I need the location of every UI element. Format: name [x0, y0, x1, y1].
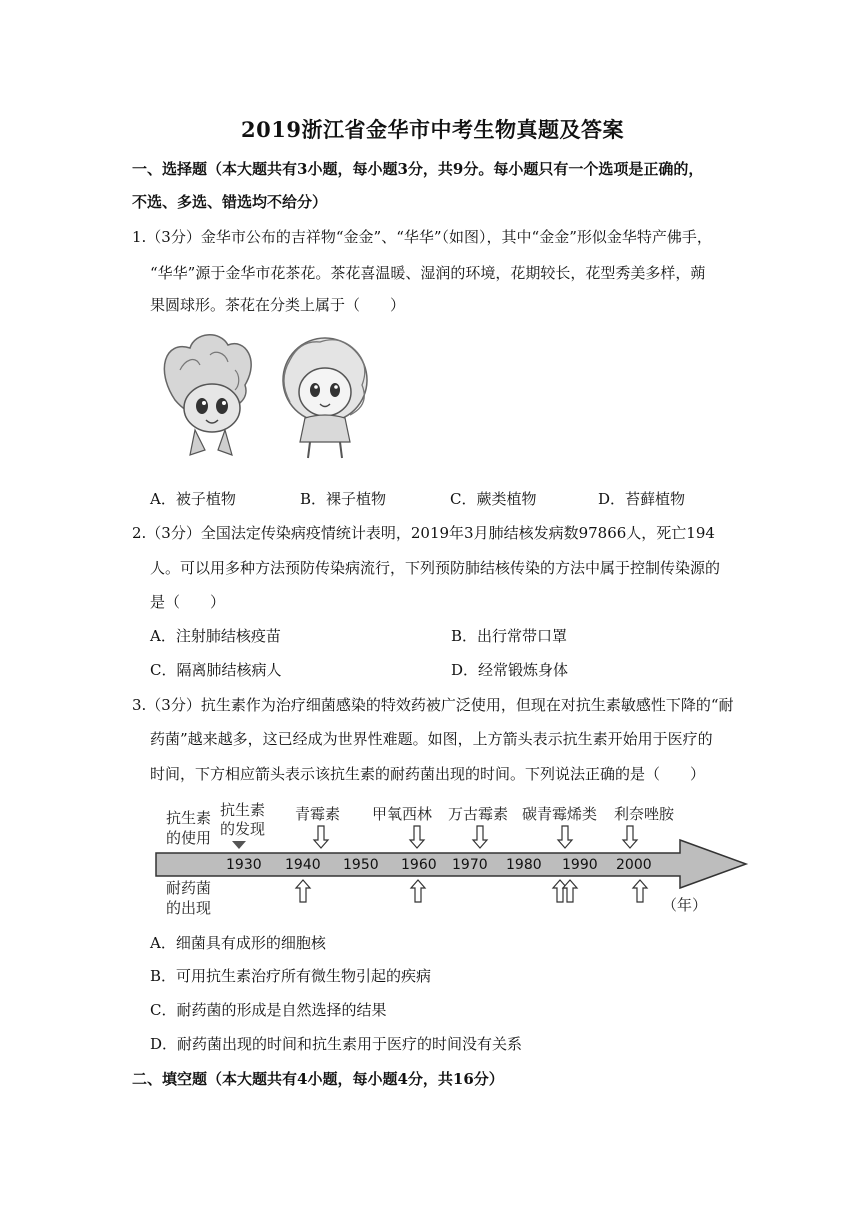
q2-option-c: C．隔离肺结核病人: [150, 661, 282, 679]
q2-line1: 2.（3分）全国法定传染病疫情统计表明，2019年3月肺结核发病数97866人，死亡194: [132, 524, 715, 542]
section2-heading: 二、填空题（本大题共有4小题，每小题4分，共16分）: [132, 1070, 504, 1088]
q2-line3: 是（ ）: [150, 593, 226, 611]
q1-line2: “华华”源于金华市花茶花。茶花喜温暖、湿润的环境，花期较长，花型秀美多样，蒴: [150, 264, 706, 282]
q1-option-b: B．裸子植物: [300, 490, 387, 508]
q2-option-b: B．出行常带口罩: [451, 627, 568, 645]
use-arrow-1975-icon: [473, 826, 487, 848]
resist-arrow-1987-icon: [553, 880, 567, 902]
antibiotic-linezolid: 利奈唑胺: [614, 805, 675, 823]
huahua-mascot: [283, 338, 367, 458]
use-arrow-1940-icon: [314, 826, 328, 848]
year-1960: 1960: [401, 857, 437, 873]
year-1950: 1950: [343, 857, 379, 873]
antibiotic-timeline-diagram: [150, 796, 755, 920]
page-title: 2019浙江省金华市中考生物真题及答案: [241, 117, 624, 142]
q3-line3: 时间，下方相应箭头表示该抗生素的耐药菌出现的时间。下列说法正确的是（ ）: [150, 765, 706, 783]
jinjin-mascot: [164, 335, 251, 455]
year-2000: 2000: [616, 857, 652, 873]
section1-heading-line1: 一、选择题（本大题共有3小题，每小题3分，共9分。每小题只有一个选项是正确的，: [132, 160, 704, 178]
label-resist-1: 耐药菌: [166, 879, 212, 897]
antibiotic-penicillin: 青霉素: [295, 805, 341, 823]
q1-line1: 1.（3分）金华市公布的吉祥物“金金”、“华华”（如图），其中“金金”形似金华特产佛手，: [132, 228, 712, 246]
use-arrow-2000-icon: [623, 826, 637, 848]
q1-line3: 果圆球形。茶花在分类上属于（ ）: [150, 296, 406, 314]
q1-option-c: C．蕨类植物: [450, 490, 537, 508]
discovery-marker-icon: [232, 841, 246, 849]
q3-option-c: C．耐药菌的形成是自然选择的结果: [150, 1001, 387, 1019]
resist-arrow-2001-icon: [633, 880, 647, 902]
q3-line1: 3.（3分）抗生素作为治疗细菌感染的特效药被广泛使用，但现在对抗生素敏感性下降的“耐: [132, 696, 734, 714]
q3-option-a: A．细菌具有成形的细胞核: [150, 934, 326, 952]
discovery-label-2: 的发现: [220, 820, 266, 838]
q2-option-d: D．经常锻炼身体: [451, 661, 569, 679]
section1-heading-line2: 不选、多选、错选均不给分）: [132, 193, 328, 211]
q1-option-d: D．苔藓植物: [598, 490, 686, 508]
year-1940: 1940: [285, 857, 321, 873]
year-1930: 1930: [226, 857, 262, 873]
year-1980: 1980: [506, 857, 542, 873]
q1-option-a: A．被子植物: [150, 490, 236, 508]
use-arrow-1960-icon: [410, 826, 424, 848]
discovery-label-1: 抗生素: [220, 801, 266, 819]
q2-line2: 人。可以用多种方法预防传染病流行，下列预防肺结核传染的方法中属于控制传染源的: [150, 559, 721, 577]
use-arrow-1985-icon: [558, 826, 572, 848]
resist-arrow-1988-icon: [563, 880, 577, 902]
year-1970: 1970: [452, 857, 488, 873]
label-resist-2: 的出现: [166, 899, 212, 917]
q3-option-d: D．耐药菌出现的时间和抗生素用于医疗的时间没有关系: [150, 1035, 523, 1053]
q3-option-b: B．可用抗生素治疗所有微生物引起的疾病: [150, 967, 432, 985]
q3-line2: 药菌”越来越多，这已经成为世界性难题。如图，上方箭头表示抗生素开始用于医疗的: [150, 730, 713, 748]
label-use-1: 抗生素: [166, 809, 212, 827]
year-unit-label: （年）: [662, 896, 708, 914]
resist-arrow-1961-icon: [411, 880, 425, 902]
year-1990: 1990: [562, 857, 598, 873]
mascot-illustration: [150, 330, 390, 465]
resist-arrow-1942-icon: [296, 880, 310, 902]
antibiotic-carbapenems: 碳青霉烯类: [522, 805, 598, 823]
antibiotic-methicillin: 甲氧西林: [372, 805, 433, 823]
antibiotic-vancomycin: 万古霉素: [448, 805, 509, 823]
q2-option-a: A．注射肺结核疫苗: [150, 627, 281, 645]
label-use-2: 的使用: [166, 829, 212, 847]
